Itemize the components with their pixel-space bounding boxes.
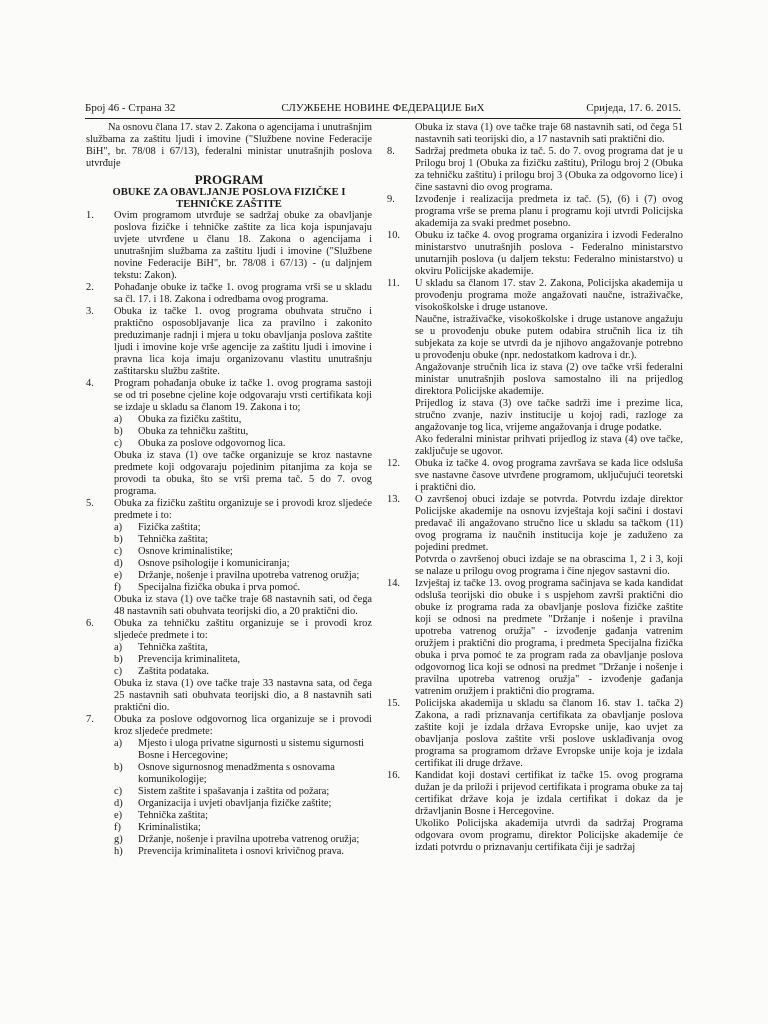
list-item: [86, 654, 372, 666]
list-item: [86, 822, 372, 834]
article-12: [387, 458, 683, 494]
article-number: 2.: [86, 282, 94, 293]
list-text: Specijalna fizička obuka i prva pomoć.: [138, 582, 301, 593]
list-marker: b): [114, 654, 123, 665]
document-subtitle: OBUKE ZA OBAVLJANJE POSLOVA FIZIČKE I TEHNIČKE ZAŠTITE: [112, 187, 346, 210]
article-number: 1.: [86, 210, 94, 221]
list-text: Prevencija kriminaliteta,: [138, 654, 241, 665]
list-text: Obuka za tehničku zaštitu,: [138, 426, 249, 437]
article-11: [387, 278, 683, 314]
article-number: 13.: [387, 494, 400, 505]
article-13: [387, 494, 683, 554]
list-text: Tehnička zaštita;: [138, 534, 208, 545]
publication-date: Сриједа, 17. 6. 2015.: [586, 102, 681, 114]
list-marker: d): [114, 798, 123, 809]
preamble: Na osnovu člana 17. stav 2. Zakona o agencijama i unutrašnjim službama za zaštitu ljudi i imovine ("Službene novine Federacije BiH", br. 78/08 i 67/13), federalni ministar unutrašnjih poslova utvrđuje: [86, 122, 372, 169]
article-paragraph: Potvrda o završenoj obuci izdaje se na obrascima 1, 2 i 3, koji se nalaze u prilogu ovog programa i čine njegov sastavni dio.: [415, 554, 683, 577]
list-text: Obuka za poslove odgovornog lica.: [138, 438, 286, 449]
list-item: [86, 414, 372, 426]
article-text: Izvještaj iz tačke 13. ovog programa sačinjava se kada kandidat odsluša teorijski dio obuke i s uspjehom završi praktični dio obuke iz programa rada za obavljanje poslova fizičke zaštite koji se odnosi na predmete "Držanje i nošenje i pravilna upotreba vatrenog oružja" - izvođenje gađanja vatrenim oružjem i praktični dio programa, i predmeta Specijalna fizička obuka i prva pomoć te za program rada za obavljanje poslova odgovornog lica koji se odnosi na predmet "Držanje i nošenje i pravilna upotreba vatrenog oružja" - izvođenje gađanja vatrenim oružjem i praktični dio programa.: [415, 578, 683, 697]
article-text: Kandidat koji dostavi certifikat iz tačke 15. ovog programa dužan je da priloži i prijevod certifikata i programa obuke za taj certifikat države koja je izdala certifikat i dokaz da je državljanin Bosne i Hercegovine.: [415, 770, 683, 817]
list-text: Držanje, nošenje i pravilna upotreba vatrenog oružja;: [138, 834, 360, 845]
list-marker: f): [114, 822, 121, 833]
list-item: [86, 582, 372, 594]
list-marker: b): [114, 762, 123, 773]
article-text: Izvođenje i realizacija predmeta iz tač. (5), (6) i (7) ovog programa vrše se prema planu i programu koji utvrdi Policijska akademija za svaki predmet posebno.: [415, 194, 683, 229]
right-column: [387, 122, 683, 854]
article-text: Pohađanje obuke iz tačke 1. ovog programa vrši se u skladu sa čl. 17. i 18. Zakona i odredbama ovog programa.: [114, 282, 372, 305]
list-item: [86, 546, 372, 558]
article-number: 16.: [387, 770, 400, 781]
list-item: [86, 798, 372, 810]
article-paragraph: Obuka iz stava (1) ove tačke traje 68 nastavnih sati, od čega 48 nastavnih sati obuhvata teorijski dio, a 20 praktični dio.: [114, 594, 372, 617]
article-number: 7.: [86, 714, 94, 725]
list-marker: c): [114, 666, 123, 677]
left-column: [86, 122, 372, 858]
article-14: [387, 578, 683, 698]
list-item: [86, 522, 372, 534]
article-paragraph: Angažovanje stručnih lica iz stava (2) ove tačke vrši federalni ministar unutrašnjih poslova samostalno ili na prijedlog direktora Policijske akademije.: [415, 362, 683, 397]
article-text: Obuka za tehničku zaštitu organizuje se i provodi kroz sljedeće predmete i to:: [114, 618, 372, 641]
list-item: [86, 786, 372, 798]
list-item: [86, 534, 372, 546]
list-item: [86, 558, 372, 570]
article-16: [387, 770, 683, 818]
list-item: [86, 846, 372, 858]
article-9: [387, 194, 683, 230]
article-7: [86, 714, 372, 738]
article-number: 11.: [387, 278, 400, 289]
list-marker: a): [114, 414, 123, 425]
list-item: [86, 762, 372, 786]
article-1: [86, 210, 372, 282]
article-6: [86, 618, 372, 642]
list-text: Tehnička zaštita,: [138, 642, 208, 653]
list-text: Osnove kriminalistike;: [138, 546, 233, 557]
article-number: 12.: [387, 458, 400, 469]
article-paragraph: Obuka iz stava (1) ove tačke traje 33 nastavna sata, od čega 25 nastavnih sati obuhvata teorijski dio, a 8 nastavnih sati praktični dio.: [114, 678, 372, 713]
article-8: [387, 146, 683, 194]
list-marker: g): [114, 834, 123, 845]
list-item: [86, 438, 372, 450]
article-number: 9.: [387, 194, 395, 205]
article-10: [387, 230, 683, 278]
list-text: Zaštita podataka.: [138, 666, 209, 677]
article-number: 10.: [387, 230, 400, 241]
issue-page-number: Број 46 - Страна 32: [85, 102, 176, 114]
list-marker: f): [114, 582, 121, 593]
article-text: Sadržaj predmeta obuka iz tač. 5. do 7. ovog programa dat je u Prilogu broj 1 (Obuka za fizičku zaštitu), Prilogu broj 2 (Obuka za tehničku zaštitu) i prilogu broj 3 (Obuka za odgovorno lice) i čine sastavni dio ovog programa.: [415, 146, 683, 193]
publication-title: СЛУЖБЕНЕ НОВИНЕ ФЕДЕРАЦИЈЕ БиХ: [281, 102, 485, 114]
article-paragraph: Obuka iz stava (1) ove tačke traje 68 nastavnih sati, od čega 51 nastavnih sati teorijski dio, a 17 nastavnih sati praktični dio.: [415, 122, 683, 145]
list-text: Sistem zaštite i spašavanja i zaštita od požara;: [138, 786, 330, 797]
list-marker: a): [114, 738, 123, 749]
list-text: Fizička zaštita;: [138, 522, 201, 533]
list-text: Prevencija kriminaliteta i osnovi krivičnog prava.: [138, 846, 345, 857]
article-text: U skladu sa članom 17. stav 2. Zakona, Policijska akademija u provođenju programa može angažovati naučne, istraživačke, visokoškolske i druge ustanove.: [415, 278, 683, 313]
list-text: Kriminalistika;: [138, 822, 201, 833]
article-15: [387, 698, 683, 770]
list-marker: a): [114, 522, 123, 533]
document-title: PROGRAM: [194, 172, 264, 187]
article-number: 8.: [387, 146, 395, 157]
list-marker: d): [114, 558, 123, 569]
article-paragraph: Ako federalni ministar prihvati prijedlog iz stava (4) ove tačke, zaključuje se ugovor.: [415, 434, 683, 457]
article-5: [86, 498, 372, 522]
header-rule: [85, 118, 681, 119]
list-marker: b): [114, 426, 123, 437]
list-text: Osnove psihologije i komuniciranja;: [138, 558, 290, 569]
article-number: 15.: [387, 698, 400, 709]
list-text: Osnove sigurnosnog menadžmenta s osnovama komunikologije;: [138, 762, 335, 785]
article-number: 3.: [86, 306, 94, 317]
article-text: O završenoj obuci izdaje se potvrda. Potvrdu izdaje direktor Policijske akademije na osnovu izvještaja koji sačini i dostavi predavač ili angažovano stručno lice u skladu sa tačkom (11) ovog programa iz naučnih institucija koje je zaduženo za pojedini predmet.: [415, 494, 683, 553]
list-text: Organizacija i uvjeti obavljanja fizičke zaštite;: [138, 798, 332, 809]
article-number: 6.: [86, 618, 94, 629]
article-text: Obuka iz tačke 4. ovog programa završava se kada lice odsluša sve nastavne časove utvrđene programom, uključujući teoretski i praktični dio.: [415, 458, 683, 493]
list-item: [86, 426, 372, 438]
list-item: [86, 834, 372, 846]
list-text: Držanje, nošenje i pravilna upotreba vatrenog oružja;: [138, 570, 360, 581]
article-paragraph: Obuka iz stava (1) ove tačke organizuje se kroz nastavne predmete koji odgovaraju pojedinim pitanjima za koja se provodi ta obuka, što se vrši prema tač. 5 do 7. ovog programa.: [114, 450, 372, 497]
list-text: Obuka za fizičku zaštitu,: [138, 414, 242, 425]
list-text: Tehnička zaštita;: [138, 810, 208, 821]
list-marker: c): [114, 546, 123, 557]
list-item: [86, 738, 372, 762]
article-number: 14.: [387, 578, 400, 589]
page-header: [85, 100, 681, 116]
list-item: [86, 570, 372, 582]
article-text: Obuka za poslove odgovornog lica organizuje se i provodi kroz sljedeće predmete:: [114, 714, 372, 737]
list-marker: c): [114, 786, 123, 797]
list-marker: a): [114, 642, 123, 653]
list-marker: c): [114, 438, 123, 449]
list-marker: e): [114, 810, 123, 821]
article-paragraph: Prijedlog iz stava (3) ove tačke sadrži ime i prezime lica, stručno zvanje, naziv institucije u kojoj radi, razloge za angažovanje tog lica, vrijeme angažovanja i druge podatke.: [415, 398, 683, 433]
list-text: Mjesto i uloga privatne sigurnosti u sistemu sigurnosti Bosne i Hercegovine;: [138, 738, 364, 761]
list-marker: h): [114, 846, 123, 857]
article-number: 4.: [86, 378, 94, 389]
article-text: Policijska akademija u skladu sa članom 16. stav 1. tačka 2) Zakona, a radi priznavanja certifikata za obavljanje poslova zaštite koji je izdala država Evropske unije, kao uvjet za obavljanja poslova zaštite vrši poslove usklađivanja ovog programa sa programom države Evropske unije koja je izdala certifikat ili druge države.: [415, 698, 683, 769]
article-3: [86, 306, 372, 378]
article-text: Obuka za fizičku zaštitu organizuje se i provodi kroz sljedeće predmete i to:: [114, 498, 372, 521]
article-paragraph: Naučne, istraživačke, visokoškolske i druge ustanove angažuju se u provođenju obuke putem odabira stručnih lica iz tih subjekata za koje se utvrdi da je njihovo angažovanje potrebno u provođenju obuke (npr. nedostatkom kadrova i dr.).: [415, 314, 683, 361]
article-4: [86, 378, 372, 414]
article-text: Ovim programom utvrđuje se sadržaj obuke za obavljanje poslova fizičke i tehničke zaštite za lica koja ispunjavaju uvjete utvrđene u članu 18. Zakona o agencijama i unutrašnjim službama za zaštitu ljudi i imovine ("Službene novine Federacije BiH", br. 78/08 i 67/13) - (u daljnjem tekstu: Zakon).: [114, 210, 372, 281]
list-marker: b): [114, 534, 123, 545]
article-text: Program pohađanja obuke iz tačke 1. ovog programa sastoji se od tri posebne cjeline koje odgovaraju vrsti certifikata koji se izdaje u skladu sa članom 19. Zakona i to;: [114, 378, 372, 413]
article-number: 5.: [86, 498, 94, 509]
list-item: [86, 666, 372, 678]
list-marker: e): [114, 570, 123, 581]
article-text: Obuka iz tačke 1. ovog programa obuhvata stručno i praktično osposobljavanje lica za pravilno i zakonito preduzimanje radnji i mjera u toku obavljanja poslova zaštite ljudi i imovine koje vrše agencije za zaštitu ljudi i imovine i pravna lica koja imaju organizovanu vlastitu unutrašnju zaštitarsku službu zaštite.: [114, 306, 372, 377]
article-paragraph: Ukoliko Policijska akademija utvrdi da sadržaj Programa odgovara ovom programu, direktor Policijske akademije će izdati potvrdu o priznavanju certifikata čiji je sadržaj: [415, 818, 683, 853]
list-item: [86, 642, 372, 654]
article-text: Obuku iz tačke 4. ovog programa organizira i izvodi Federalno ministarstvo unutrašnjih poslova - Federalno ministarstvo unutarnjih poslova (u daljem tekstu: Federalno ministarstvo) u okviru Policijske akademije.: [415, 230, 683, 277]
article-2: [86, 282, 372, 306]
list-item: [86, 810, 372, 822]
